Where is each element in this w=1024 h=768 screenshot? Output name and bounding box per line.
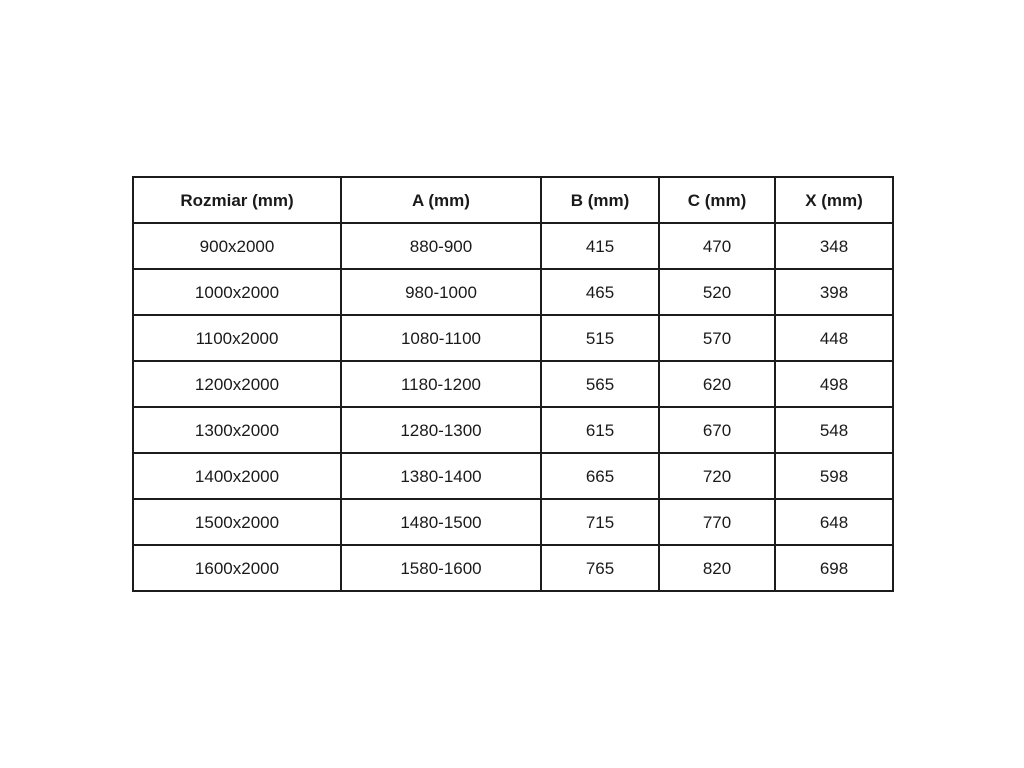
table-row [133,453,893,499]
table-cell: 470 [659,223,775,269]
table-cell: 1380-1400 [341,453,541,499]
table-row [133,545,893,591]
table-cell: 1400x2000 [133,453,341,499]
table-cell: 770 [659,499,775,545]
column-header-x: X (mm) [775,177,893,223]
table-cell: 465 [541,269,659,315]
table-cell: 900x2000 [133,223,341,269]
table-row [133,407,893,453]
column-header-b: B (mm) [541,177,659,223]
table-cell: 448 [775,315,893,361]
table-cell: 1300x2000 [133,407,341,453]
table-body [133,223,893,591]
table-cell: 1100x2000 [133,315,341,361]
table-cell: 1080-1100 [341,315,541,361]
table-row [133,269,893,315]
table-cell: 648 [775,499,893,545]
table-cell: 1180-1200 [341,361,541,407]
table-row [133,223,893,269]
table-cell: 720 [659,453,775,499]
table-cell: 1580-1600 [341,545,541,591]
table-cell: 548 [775,407,893,453]
table-cell: 1000x2000 [133,269,341,315]
table-cell: 670 [659,407,775,453]
table-cell: 498 [775,361,893,407]
table-cell: 1280-1300 [341,407,541,453]
table-cell: 515 [541,315,659,361]
size-table [132,176,894,592]
table-cell: 565 [541,361,659,407]
table-cell: 398 [775,269,893,315]
table-cell: 820 [659,545,775,591]
table-row [133,361,893,407]
header-row [133,177,893,223]
column-header-a: A (mm) [341,177,541,223]
table-cell: 765 [541,545,659,591]
table-cell: 615 [541,407,659,453]
table-cell: 520 [659,269,775,315]
table-header [133,177,893,223]
table-cell: 715 [541,499,659,545]
table-cell: 665 [541,453,659,499]
table-cell: 1600x2000 [133,545,341,591]
column-header-rozmiar: Rozmiar (mm) [133,177,341,223]
table-row [133,315,893,361]
table-cell: 880-900 [341,223,541,269]
table-cell: 1200x2000 [133,361,341,407]
column-header-c: C (mm) [659,177,775,223]
table-cell: 415 [541,223,659,269]
table-cell: 348 [775,223,893,269]
table-cell: 598 [775,453,893,499]
table-cell: 980-1000 [341,269,541,315]
table-cell: 698 [775,545,893,591]
table-row [133,499,893,545]
table-cell: 1480-1500 [341,499,541,545]
table-cell: 1500x2000 [133,499,341,545]
table-cell: 570 [659,315,775,361]
table-cell: 620 [659,361,775,407]
